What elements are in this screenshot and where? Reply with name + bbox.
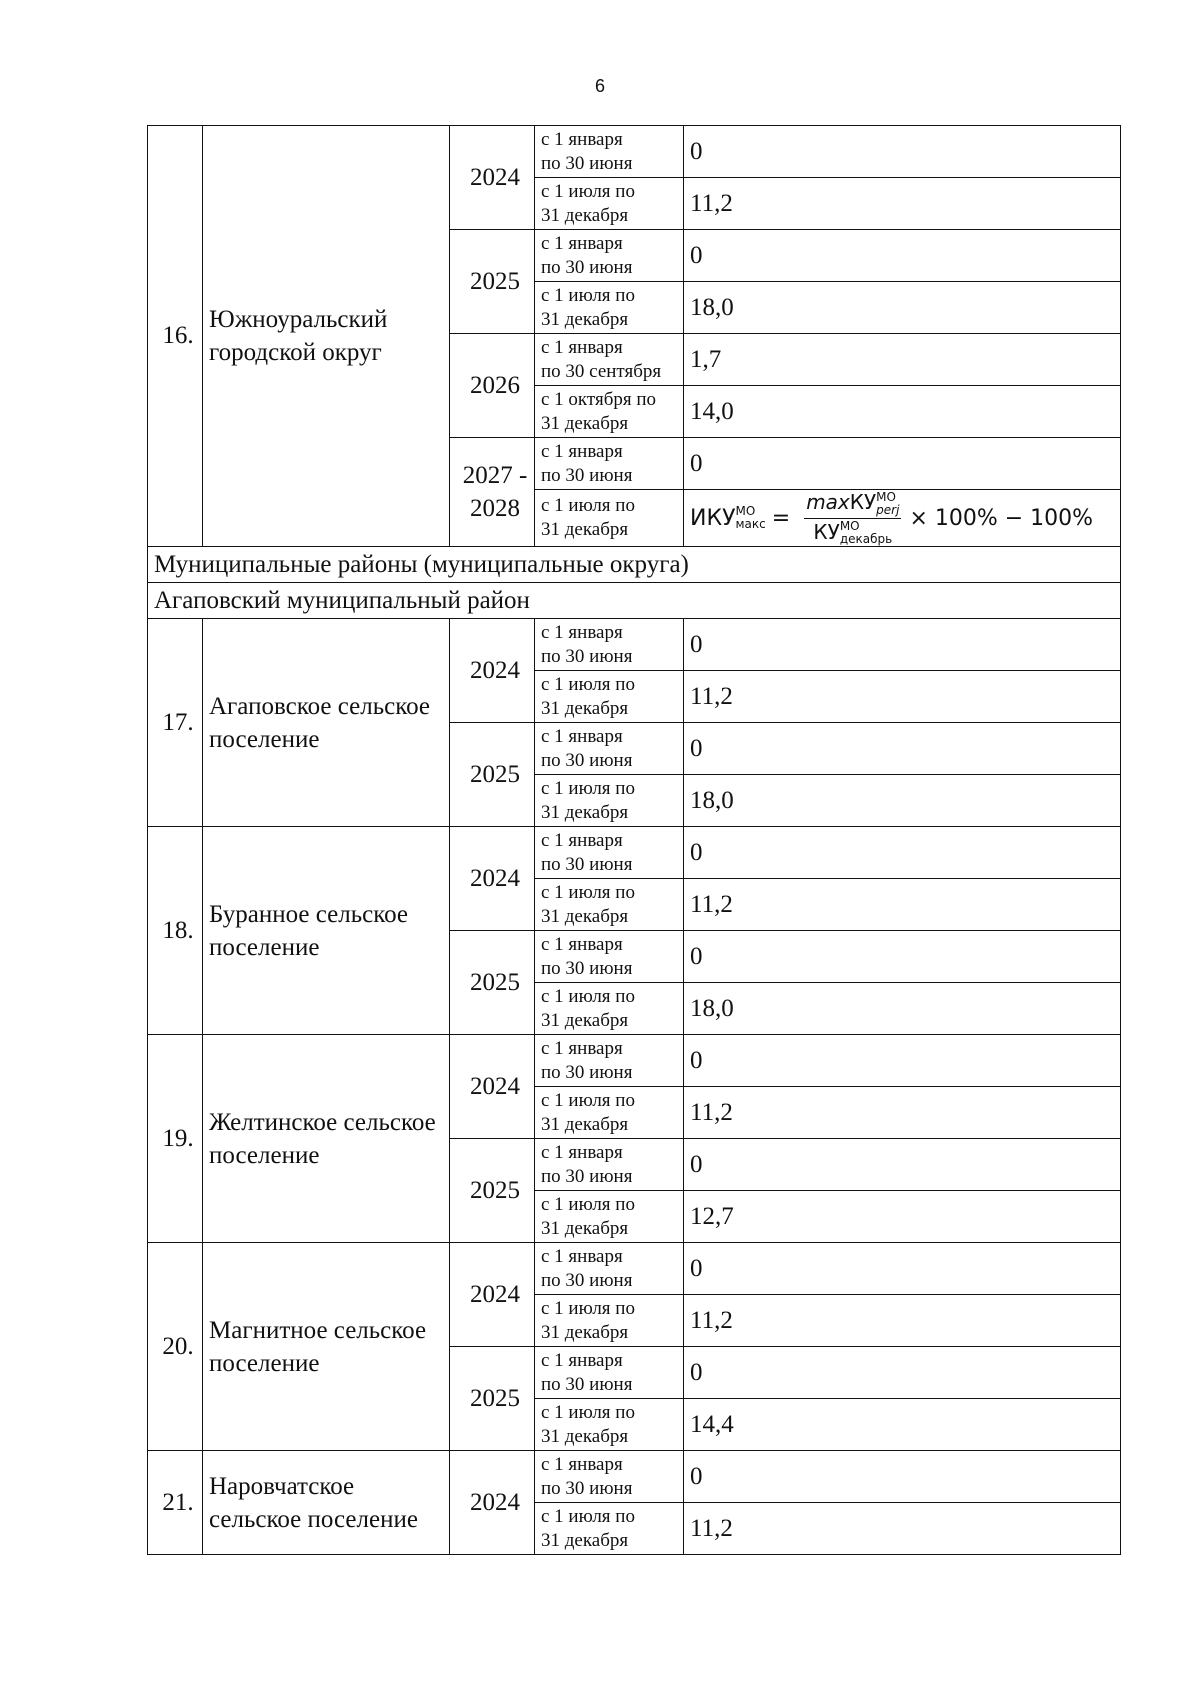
- period-cell: с 1 января по 30 июня: [535, 827, 684, 879]
- year-cell: 2025: [450, 723, 535, 827]
- value-cell: 0: [684, 1139, 1121, 1191]
- formula-cell: [684, 490, 1121, 547]
- municipality-name: Желтинское сельское поселение: [203, 1035, 450, 1243]
- value-cell: 0: [684, 619, 1121, 671]
- period-cell: с 1 января по 30 июня: [535, 230, 684, 282]
- period-cell: с 1 января по 30 июня: [535, 619, 684, 671]
- year-cell: 2024: [450, 1243, 535, 1347]
- year-cell: 2024: [450, 1035, 535, 1139]
- table-row: [148, 1451, 1121, 1503]
- value-cell: 11,2: [684, 1503, 1121, 1555]
- value-cell: 0: [684, 1451, 1121, 1503]
- municipality-name: Буранное сельское поселение: [203, 827, 450, 1035]
- section-header-row: [148, 583, 1121, 619]
- period-cell: с 1 июля по 31 декабря: [535, 775, 684, 827]
- year-cell: 2024: [450, 827, 535, 931]
- section-header-row: [148, 547, 1121, 583]
- period-cell: с 1 января по 30 июня: [535, 1035, 684, 1087]
- table-row: [148, 126, 1121, 178]
- section-header: Муниципальные районы (муниципальные округа): [148, 547, 1121, 583]
- period-cell: с 1 июля по 31 декабря: [535, 879, 684, 931]
- value-cell: 11,2: [684, 879, 1121, 931]
- year-cell: 2024: [450, 126, 535, 230]
- year-cell: 2025: [450, 230, 535, 334]
- max-coefficient-formula: ИКУ МО макс = maxКУ МО perj КУ МО декабрь × 100% − 100%: [690, 489, 1094, 546]
- row-number: 20.: [148, 1243, 203, 1451]
- period-cell: с 1 января по 30 июня: [535, 126, 684, 178]
- value-cell: 0: [684, 1243, 1121, 1295]
- row-number: 18.: [148, 827, 203, 1035]
- year-cell: 2025: [450, 1139, 535, 1243]
- value-cell: 0: [684, 1035, 1121, 1087]
- period-cell: с 1 января по 30 июня: [535, 1451, 684, 1503]
- period-cell: с 1 января по 30 сентября: [535, 334, 684, 386]
- municipality-name: Агаповское сельское поселение: [203, 619, 450, 827]
- period-cell: с 1 октября по 31 декабря: [535, 386, 684, 438]
- value-cell: 0: [684, 126, 1121, 178]
- value-cell: 14,4: [684, 1399, 1121, 1451]
- year-cell: 2027 - 2028: [450, 438, 535, 547]
- value-cell: 1,7: [684, 334, 1121, 386]
- row-number: 16.: [148, 126, 203, 547]
- table-row: [148, 827, 1121, 879]
- year-cell: 2024: [450, 1451, 535, 1555]
- value-cell: 0: [684, 723, 1121, 775]
- value-cell: 14,0: [684, 386, 1121, 438]
- period-cell: с 1 января по 30 июня: [535, 1139, 684, 1191]
- period-cell: с 1 января по 30 июня: [535, 438, 684, 490]
- value-cell: 0: [684, 438, 1121, 490]
- period-cell: с 1 июля по 31 декабря: [535, 983, 684, 1035]
- value-cell: 0: [684, 1347, 1121, 1399]
- value-cell: 18,0: [684, 282, 1121, 334]
- page-number: 6: [594, 76, 605, 96]
- period-cell: с 1 июля по 31 декабря: [535, 1087, 684, 1139]
- period-cell: с 1 июля по 31 декабря: [535, 282, 684, 334]
- table-row: [148, 1243, 1121, 1295]
- row-number: 21.: [148, 1451, 203, 1555]
- year-cell: 2026: [450, 334, 535, 438]
- period-cell: с 1 января по 30 июня: [535, 1243, 684, 1295]
- value-cell: 11,2: [684, 1087, 1121, 1139]
- coefficient-table: [147, 125, 1121, 1555]
- value-cell: 0: [684, 827, 1121, 879]
- municipality-name: Южноуральский городской округ: [203, 126, 450, 547]
- period-cell: с 1 января по 30 июня: [535, 723, 684, 775]
- period-cell: с 1 июля по 31 декабря: [535, 178, 684, 230]
- year-cell: 2024: [450, 619, 535, 723]
- value-cell: 18,0: [684, 983, 1121, 1035]
- value-cell: 0: [684, 230, 1121, 282]
- district-header: Агаповский муниципальный район: [148, 583, 1121, 619]
- value-cell: 11,2: [684, 178, 1121, 230]
- row-number: 17.: [148, 619, 203, 827]
- municipality-name: Магнитное сельское поселение: [203, 1243, 450, 1451]
- period-cell: с 1 июля по 31 декабря: [535, 1399, 684, 1451]
- value-cell: 11,2: [684, 1295, 1121, 1347]
- period-cell: с 1 января по 30 июня: [535, 1347, 684, 1399]
- period-cell: с 1 июля по 31 декабря: [535, 1191, 684, 1243]
- period-cell: с 1 июля по 31 декабря: [535, 1295, 684, 1347]
- year-cell: 2025: [450, 931, 535, 1035]
- value-cell: 0: [684, 931, 1121, 983]
- value-cell: 18,0: [684, 775, 1121, 827]
- period-cell: с 1 июля по 31 декабря: [535, 671, 684, 723]
- value-cell: 11,2: [684, 671, 1121, 723]
- table-row: [148, 1035, 1121, 1087]
- table-row: [148, 619, 1121, 671]
- period-cell: с 1 июля по 31 декабря: [535, 490, 684, 547]
- period-cell: с 1 января по 30 июня: [535, 931, 684, 983]
- year-cell: 2025: [450, 1347, 535, 1451]
- row-number: 19.: [148, 1035, 203, 1243]
- period-cell: с 1 июля по 31 декабря: [535, 1503, 684, 1555]
- municipality-name: Наровчатское сельское поселение: [203, 1451, 450, 1555]
- value-cell: 12,7: [684, 1191, 1121, 1243]
